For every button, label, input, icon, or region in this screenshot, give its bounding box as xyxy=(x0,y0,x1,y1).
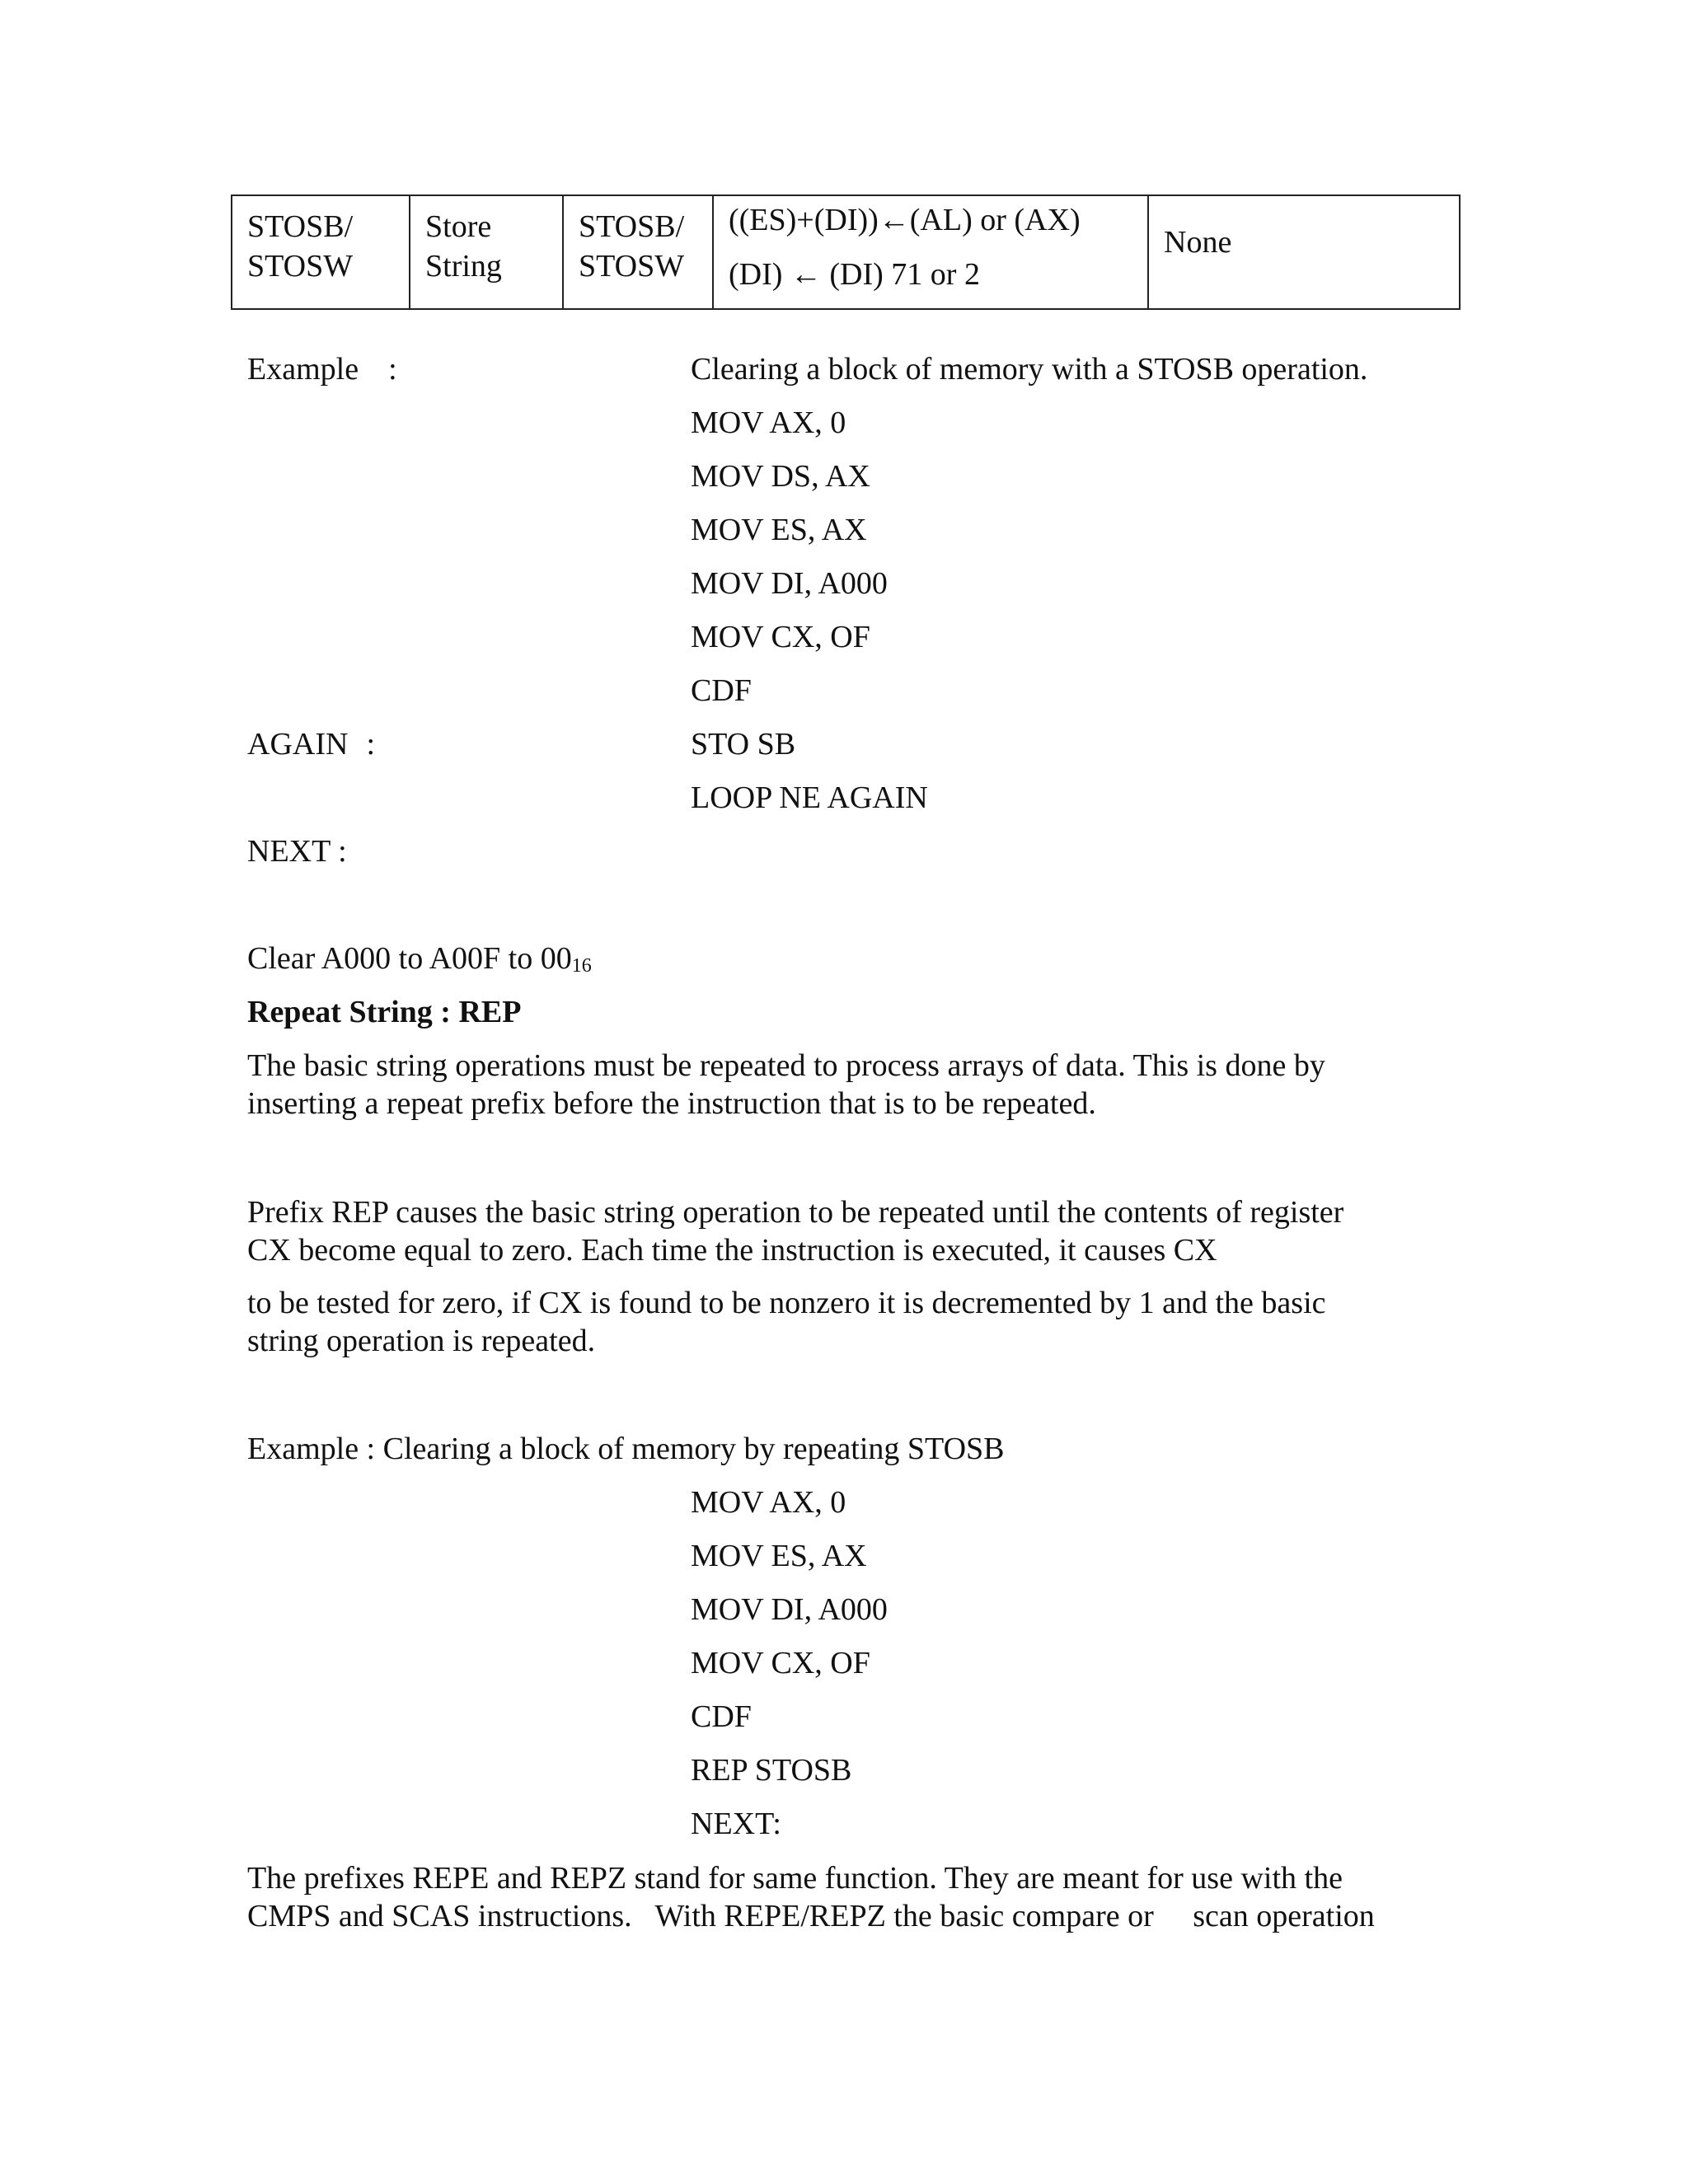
meaning-line-2: String xyxy=(425,248,502,284)
mnemonic-line-2: STOSW xyxy=(247,248,354,284)
mnemonic-cell xyxy=(232,195,410,309)
paragraph xyxy=(247,1284,1451,1360)
code-line: NEXT: xyxy=(691,1807,781,1841)
paragraph xyxy=(247,1047,1451,1122)
example-2-title: Example : Clearing a block of memory by repeating STOSB xyxy=(247,1432,1005,1466)
code-line: MOV DS, AX xyxy=(691,459,870,494)
flags-cell xyxy=(1148,195,1460,309)
paragraph xyxy=(247,1859,1451,1935)
code-line: MOV DI, A000 xyxy=(691,566,888,601)
instruction-table xyxy=(231,194,1461,310)
paragraph xyxy=(247,1193,1451,1269)
clear-note: Clear A000 to A00F to $00_{16}$ xyxy=(247,941,592,977)
meaning-cell xyxy=(410,195,563,309)
code-line: MOV DI, A000 xyxy=(691,1592,888,1627)
paragraph-line: inserting a repeat prefix before the instruction that is to be repeated. xyxy=(247,1086,1096,1121)
again-label: AGAIN : xyxy=(247,727,375,762)
example-title: Clearing a block of memory with a STOSB operation. xyxy=(691,352,1368,387)
format-line-2: STOSW xyxy=(579,248,685,284)
operation-line-1: ((ES)+(DI))←(AL) or (AX) xyxy=(729,203,1081,237)
section-heading: Repeat String : REP xyxy=(247,995,522,1029)
paragraph-line: to be tested for zero, if CX is found to be nonzero it is decremented by 1 and the basic xyxy=(247,1286,1326,1320)
operation-cell xyxy=(713,195,1148,309)
code-line: CDF xyxy=(691,1699,752,1734)
meaning-line-1: Store xyxy=(425,209,492,244)
code-line: MOV CX, OF xyxy=(691,1646,870,1680)
example-label: Example : xyxy=(247,352,397,387)
mnemonic-line-1: STOSB/ xyxy=(247,209,354,244)
paragraph-line: string operation is repeated. xyxy=(247,1324,596,1358)
format-line-1: STOSB/ xyxy=(579,209,685,244)
code-line: MOV ES, AX xyxy=(691,1539,867,1573)
format-cell xyxy=(563,195,713,309)
paragraph-line: CMPS and SCAS instructions. With REPE/REPZ the basic compare or scan operation xyxy=(247,1899,1375,1933)
table-row xyxy=(232,195,1460,309)
flags-value: None xyxy=(1164,225,1232,260)
code-line: LOOP NE AGAIN xyxy=(691,780,928,815)
next-label: NEXT : xyxy=(247,834,347,869)
operation-line-2: (DI) ← (DI) 71 or 2 xyxy=(729,256,980,292)
code-line: CDF xyxy=(691,673,752,708)
code-line: MOV AX, 0 xyxy=(691,1485,846,1520)
clear-note-subscript: 16 xyxy=(571,955,592,977)
paragraph-line: The basic string operations must be repeated to process arrays of data. This is done by xyxy=(247,1048,1325,1083)
code-line: MOV ES, AX xyxy=(691,513,867,547)
code-line: MOV CX, OF xyxy=(691,620,870,654)
code-line: STO SB xyxy=(691,727,796,762)
paragraph-line: Prefix REP causes the basic string operation to be repeated until the contents of register xyxy=(247,1195,1344,1230)
code-line: MOV AX, 0 xyxy=(691,405,846,440)
code-line: REP STOSB xyxy=(691,1753,852,1788)
paragraph-line: The prefixes REPE and REPZ stand for same function. They are meant for use with the xyxy=(247,1861,1343,1896)
paragraph-line: CX become equal to zero. Each time the instruction is executed, it causes CX xyxy=(247,1233,1217,1268)
